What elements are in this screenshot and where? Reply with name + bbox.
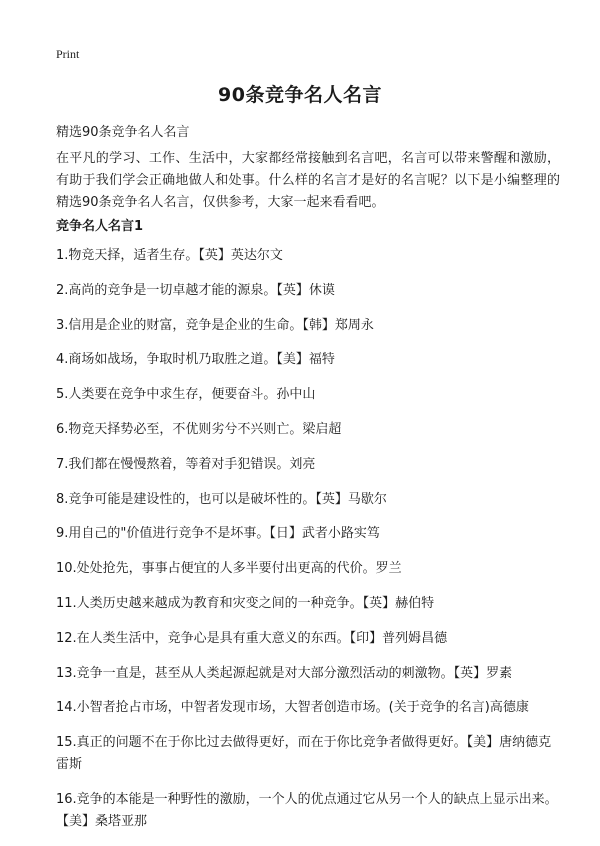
document-subtitle: 精选90条竞争名人名言 [56,125,190,140]
quote-item: 2.高尚的竞争是一切卓越才能的源泉。【英】休谟 [56,282,335,298]
quote-list [56,245,560,846]
quote-item: 1.物竞天择，适者生存。【英】英达尔文 [56,248,283,263]
quote-item: 4.商场如战场，争取时机乃取胜之道。【美】福特 [56,352,335,368]
quote-item: 7.我们都在慢慢熬着，等着对手犯错误。刘亮 [56,456,316,472]
quote-item: 8.竞争可能是建设性的，也可以是破坏性的。【英】马歇尔 [56,491,387,507]
quote-item: 3.信用是企业的财富，竞争是企业的生命。【韩】郑周永 [56,317,374,333]
quote-item: 16.竞争的本能是一种野性的激励，一个人的优点通过它从另一个人的缺点上显示出来。【美】桑塔亚那 [56,791,558,829]
quote-item: 6.物竞天择势必至，不优则劣兮不兴则亡。梁启超 [56,421,342,437]
quote-item: 10.处处抢先，事事占便宜的人多半要付出更高的代价。罗兰 [56,561,402,577]
quote-item: 5.人类要在竞争中求生存，便要奋斗。孙中山 [56,387,316,403]
quote-item: 14.小智者抢占市场，中智者发现市场，大智者创造市场。(关于竞争的名言)高德康 [56,700,529,716]
section-heading: 竞争名人名言1 [56,219,144,234]
intro-paragraph: 在平凡的学习、工作、生活中，大家都经常接触到名言吧，名言可以带来警醒和激励，有助于我们学会正确地做人和处事。什么样的名言才是好的名言呢？以下是小编整理的精选90条竞争名人名言，仅供参考，大家一起来看看吧。 [56,151,560,210]
quote-item: 12.在人类生活中，竞争心是具有重大意义的东西。【印】普列姆昌德 [56,630,448,646]
quote-item: 9.用自己的"价值进行竞争不是坏事。【日】武者小路实笃 [56,526,380,542]
quote-item: 15.真正的问题不在于你比过去做得更好，而在于你比竞争者做得更好。【美】唐纳德克雷斯 [56,735,552,773]
print-link[interactable]: Print [56,47,80,61]
quote-item: 11.人类历史越来越成为教育和灾变之间的一种竞争。【英】赫伯特 [56,595,435,611]
page-title: 90条竞争名人名言 [218,84,382,106]
quote-item: 13.竞争一直是，甚至从人类起源起就是对大部分激烈活动的刺激物。【英】罗素 [56,665,513,681]
